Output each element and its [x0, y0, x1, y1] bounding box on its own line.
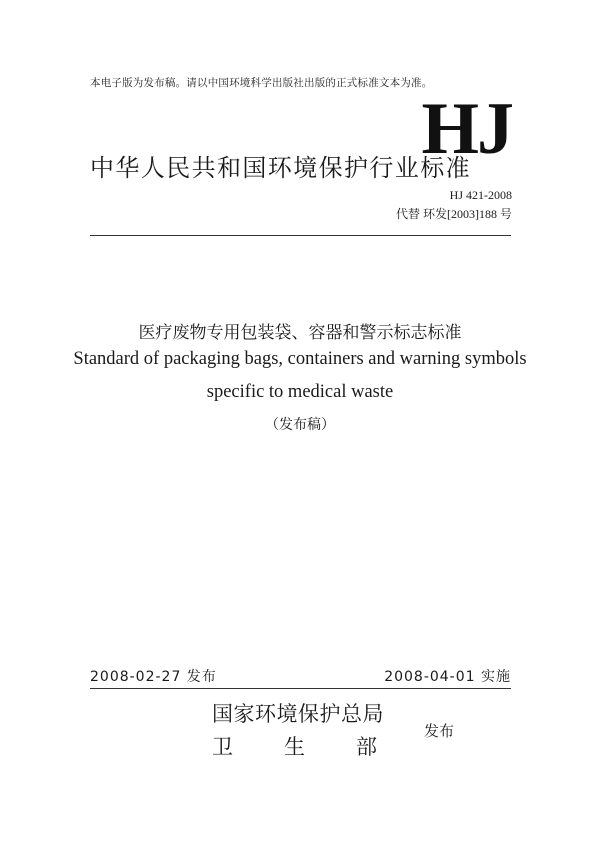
hj-logo: HJ: [421, 88, 512, 170]
issue-date: 2008-02-27 发布: [90, 669, 217, 685]
draft-status: （发布稿）: [265, 417, 335, 433]
publish-label: 发布: [424, 722, 455, 740]
bottom-divider: [90, 688, 511, 689]
title-english-line1: Standard of packaging bags, containers and warning symbols: [73, 349, 527, 369]
implementation-date: 2008-04-01 实施: [384, 669, 511, 685]
issuer-ministry-of-health: 卫生部: [212, 735, 428, 759]
standard-category: 中华人民共和国环境保护行业标准: [90, 154, 471, 182]
top-divider: [90, 235, 511, 236]
title-english-line2: specific to medical waste: [206, 382, 394, 402]
issuer-sepa: 国家环境保护总局: [212, 702, 384, 726]
standard-number: HJ 421-2008: [449, 188, 512, 202]
publication-notice: 本电子版为发布稿。请以中国环境科学出版社出版的正式标准文本为准。: [90, 77, 433, 89]
title-chinese: 医疗废物专用包装袋、容器和警示标志标准: [138, 323, 462, 343]
replaces-note: 代替 环发[2003]188 号: [396, 207, 512, 221]
